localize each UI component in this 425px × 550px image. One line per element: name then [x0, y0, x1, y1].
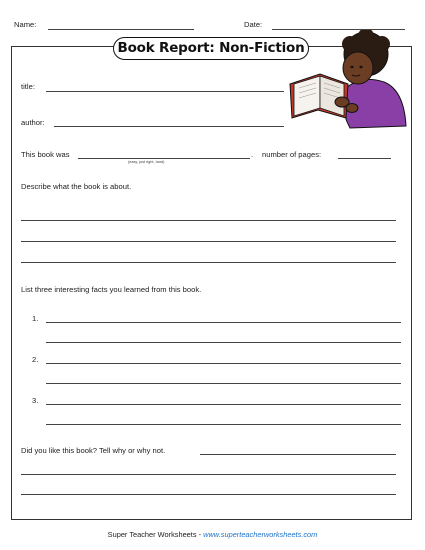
name-label: Name: — [14, 20, 37, 29]
date-label: Date: — [244, 20, 263, 29]
describe-line-2[interactable] — [21, 241, 396, 242]
difficulty-hint: (easy, just right, hard) — [128, 160, 165, 164]
fact-1-line-1[interactable] — [46, 322, 401, 323]
pages-label: number of pages: — [262, 150, 322, 159]
fact-1-line-2[interactable] — [46, 342, 401, 343]
author-field-label: author: — [21, 118, 45, 127]
like-line-3[interactable] — [21, 494, 396, 495]
fact-3-line-1[interactable] — [46, 404, 401, 405]
footer-brand: Super Teacher Worksheets — [107, 530, 197, 539]
fact-2-line-1[interactable] — [46, 363, 401, 364]
like-prompt: Did you like this book? Tell why or why not. — [21, 446, 166, 455]
title-field[interactable] — [46, 91, 284, 92]
fact-number-3: 3. — [32, 396, 39, 405]
describe-line-1[interactable] — [21, 220, 396, 221]
like-line-1[interactable] — [200, 454, 396, 455]
like-line-2[interactable] — [21, 474, 396, 475]
describe-line-3[interactable] — [21, 262, 396, 263]
child-reading-book-icon — [286, 30, 410, 132]
fact-3-line-2[interactable] — [46, 424, 401, 425]
period: . — [251, 150, 254, 159]
pages-field[interactable] — [338, 158, 391, 159]
fact-2-line-2[interactable] — [46, 383, 401, 384]
book-was-label: This book was — [21, 150, 70, 159]
title-field-label: title: — [21, 82, 35, 91]
fact-number-1: 1. — [32, 314, 39, 323]
name-field[interactable] — [48, 29, 194, 30]
worksheet-title: Book Report: Non-Fiction — [113, 37, 309, 60]
footer-separator: - — [196, 530, 204, 539]
author-field[interactable] — [54, 126, 284, 127]
fact-number-2: 2. — [32, 355, 39, 364]
facts-prompt: List three interesting facts you learned from this book. — [21, 285, 202, 294]
difficulty-field[interactable] — [78, 158, 250, 159]
describe-prompt: Describe what the book is about. — [21, 182, 132, 191]
footer — [0, 530, 425, 539]
footer-site-link[interactable]: www.superteacherworksheets.com — [203, 530, 318, 539]
